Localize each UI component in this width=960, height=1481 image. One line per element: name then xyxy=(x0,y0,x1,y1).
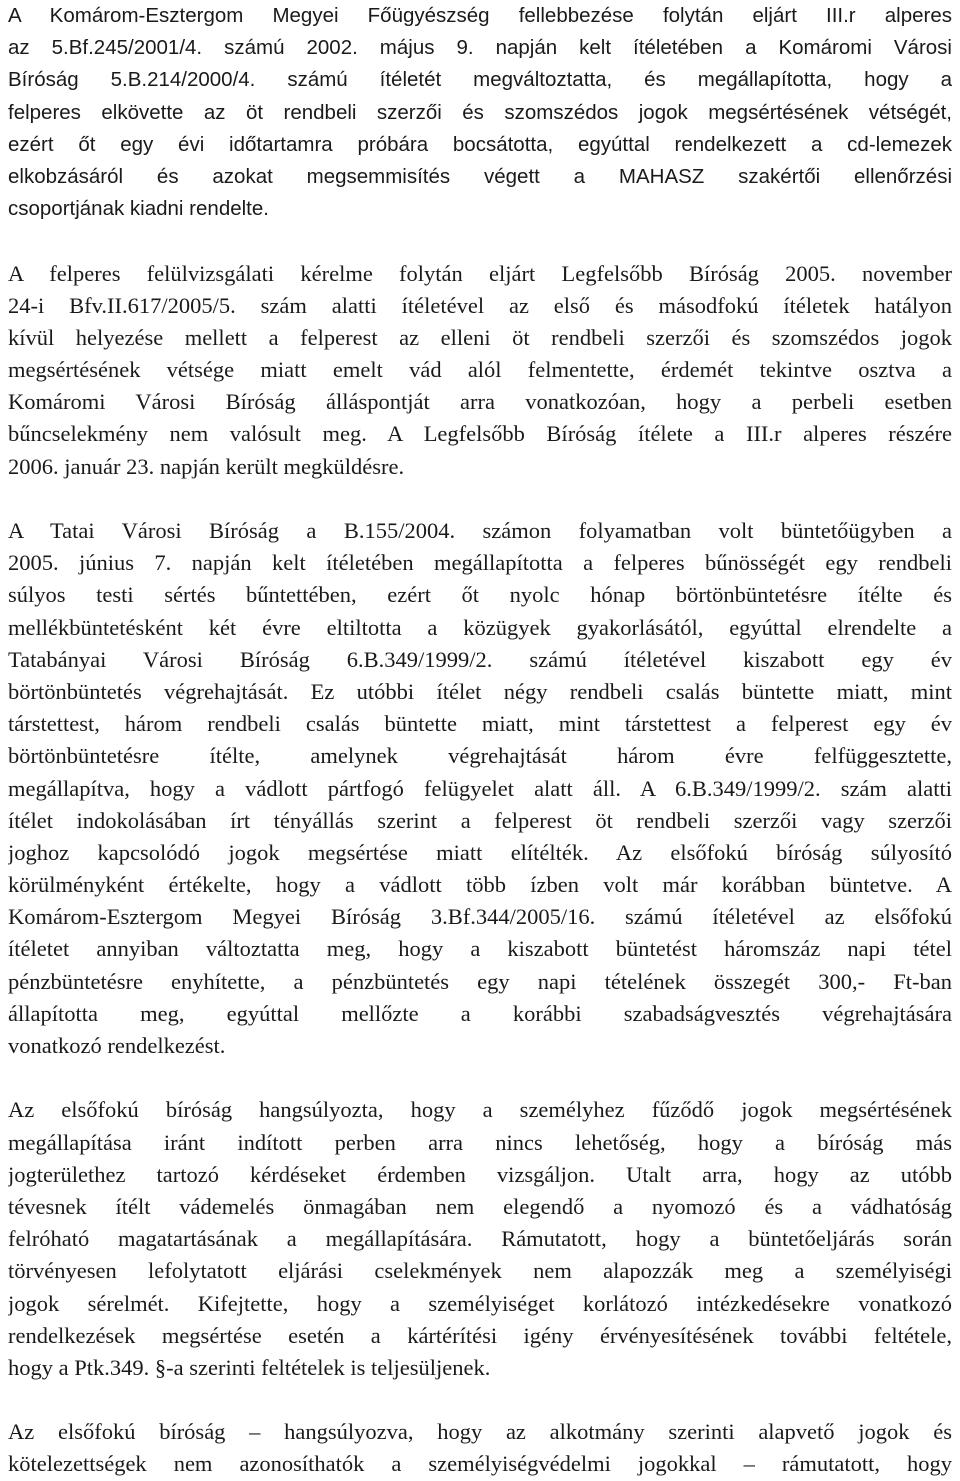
text-line: ezért őt egy évi időtartamra próbára bocsátotta, egyúttal rendelkezett a cd-lemezek xyxy=(8,132,952,156)
paragraph-1 xyxy=(8,0,952,225)
text-line: mellékbüntetésként két évre eltiltotta a közügyek gyakorlásától, egyúttal elrendelte a xyxy=(8,614,952,640)
text-line: tévesnek ítélt vádemelés önmagában nem elegendő a nyomozó és a vádhatóság xyxy=(8,1193,952,1219)
text-line: jogterülethez tartozó kérdéseket érdemben vizsgáljon. Utalt arra, hogy az utóbb xyxy=(8,1161,952,1187)
text-line: állapította meg, egyúttal mellőzte a korábbi szabadságvesztés végrehajtására xyxy=(8,1000,952,1026)
text-line: megállapítása iránt indított perben arra nincs lehetőség, hogy a bíróság más xyxy=(8,1129,952,1155)
text-line: A Komárom-Esztergom Megyei Főügyészség fellebbezése folytán eljárt III.r alperes xyxy=(8,4,952,27)
text-line: törvényesen lefolytatott eljárási cselekmények nem alapozzák meg a személyiségi xyxy=(8,1258,952,1284)
text-line: joghoz kapcsolódó jogok megsértése miatt elítélték. Az elsőfokú bíróság súlyosító xyxy=(8,839,952,865)
text-line: megsértésének vétsége miatt emelt vád alól felmentette, érdemét tekintve osztva a xyxy=(8,357,952,383)
text-line: kívül helyezése mellett a felperest az elleni öt rendbeli szerzői és szomszédos jogok xyxy=(8,324,952,350)
text-line: A Tatai Városi Bíróság a B.155/2004. számon folyamatban volt büntetőügyben a xyxy=(8,518,952,543)
paragraph-gap xyxy=(8,225,952,257)
text-line: 2005. június 7. napján kelt ítéletében megállapította a felperes bűnösségét egy rendbeli xyxy=(8,550,952,576)
text-line: jogok sérelmét. Kifejtette, hogy a személyiséget korlátozó intézkedésekre vonatkozó xyxy=(8,1290,952,1316)
text-line: ítélet indokolásában írt tényállás szerint a felperest öt rendbeli szerzői vagy szerzői xyxy=(8,807,952,833)
paragraph-2 xyxy=(8,258,952,483)
text-line: Tatabányai Városi Bíróság 6.B.349/1999/2. számú ítéletével kiszabott egy év xyxy=(8,646,952,672)
text-line: 2006. január 23. napján került megküldésre. xyxy=(8,453,405,479)
text-line: rendelkezések megsértése esetén a kártérítési igény érvényesítésének további feltétele, xyxy=(8,1322,952,1348)
text-line: bűncselekmény nem valósult meg. A Legfelsőbb Bíróság ítélete a III.r alperes részére xyxy=(8,421,952,447)
document-page xyxy=(8,0,952,1481)
text-line: elkobzásáról és azokat megsemmisítés végett a MAHASZ szakértői ellenőrzési xyxy=(8,164,952,188)
text-line: A felperes felülvizsgálati kérelme folytán eljárt Legfelsőbb Bíróság 2005. november xyxy=(8,260,952,286)
paragraph-gap xyxy=(8,483,952,515)
text-line: csoportjának kiadni rendelte. xyxy=(8,197,269,221)
text-line: Komáromi Városi Bíróság álláspontját arra vonatkozóan, hogy a perbeli esetben xyxy=(8,389,952,415)
text-line: Az elsőfokú bíróság hangsúlyozta, hogy a személyhez fűződő jogok megsértésének xyxy=(8,1097,952,1123)
text-line: társtettest, három rendbeli csalás büntette miatt, mint társtettest a felperest egy év xyxy=(8,711,952,737)
text-line: Bíróság 5.B.214/2000/4. számú ítéletét megváltoztatta, és megállapította, hogy a xyxy=(8,68,952,92)
text-line: az 5.Bf.245/2001/4. számú 2002. május 9. napján kelt ítéletében a Komáromi Városi xyxy=(8,36,952,60)
text-line: súlyos testi sértés bűntettében, ezért őt nyolc hónap börtönbüntetésre ítélte és xyxy=(8,582,952,608)
text-line: pénzbüntetésre enyhítette, a pénzbüntetés egy napi tételének összegét 300,- Ft-ban xyxy=(8,968,952,994)
text-line: hogy a Ptk.349. §-a szerinti feltételek is teljesüljenek. xyxy=(8,1354,491,1380)
text-line: körülményként értékelte, hogy a vádlott több ízben volt már korábban büntetve. A xyxy=(8,872,952,898)
text-line: ítéletet annyiban változtatta meg, hogy a kiszabott büntetést háromszáz napi tétel xyxy=(8,936,952,962)
paragraph-gap xyxy=(8,1062,952,1094)
text-line: 24-i Bfv.II.617/2005/5. szám alatti ítéletével az első és másodfokú ítéletek hatályon xyxy=(8,292,952,318)
paragraph-gap xyxy=(8,1384,952,1416)
text-line: börtönbüntetésre ítélte, amelynek végrehajtását három évre felfüggesztette, xyxy=(8,743,952,769)
text-line: börtönbüntetés végrehajtását. Ez utóbbi ítélet négy rendbeli csalás büntette miatt, mint xyxy=(8,678,952,704)
text-line: megállapítva, hogy a vádlott pártfogó felügyelet alatt áll. A 6.B.349/1999/2. szám alatti xyxy=(8,775,952,801)
text-line: kötelezettségek nem azonosíthatók a személyiségvédelmi jogokkal – rámutatott, hogy xyxy=(8,1451,952,1477)
paragraph-3 xyxy=(8,515,952,1062)
text-line: felperes elkövette az öt rendbeli szerzői és szomszédos jogok megsértésének vétségét, xyxy=(8,100,952,124)
paragraph-4 xyxy=(8,1094,952,1384)
paragraph-5 xyxy=(8,1416,952,1480)
text-line: felróható magatartásának a megállapítására. Rámutatott, hogy a büntetőeljárás során xyxy=(8,1226,952,1252)
text-line: Komárom-Esztergom Megyei Bíróság 3.Bf.344/2005/16. számú ítéletével az elsőfokú xyxy=(8,904,952,930)
text-line: vonatkozó rendelkezést. xyxy=(8,1033,226,1058)
text-line: Az elsőfokú bíróság – hangsúlyozva, hogy az alkotmány szerinti alapvető jogok és xyxy=(8,1419,952,1445)
